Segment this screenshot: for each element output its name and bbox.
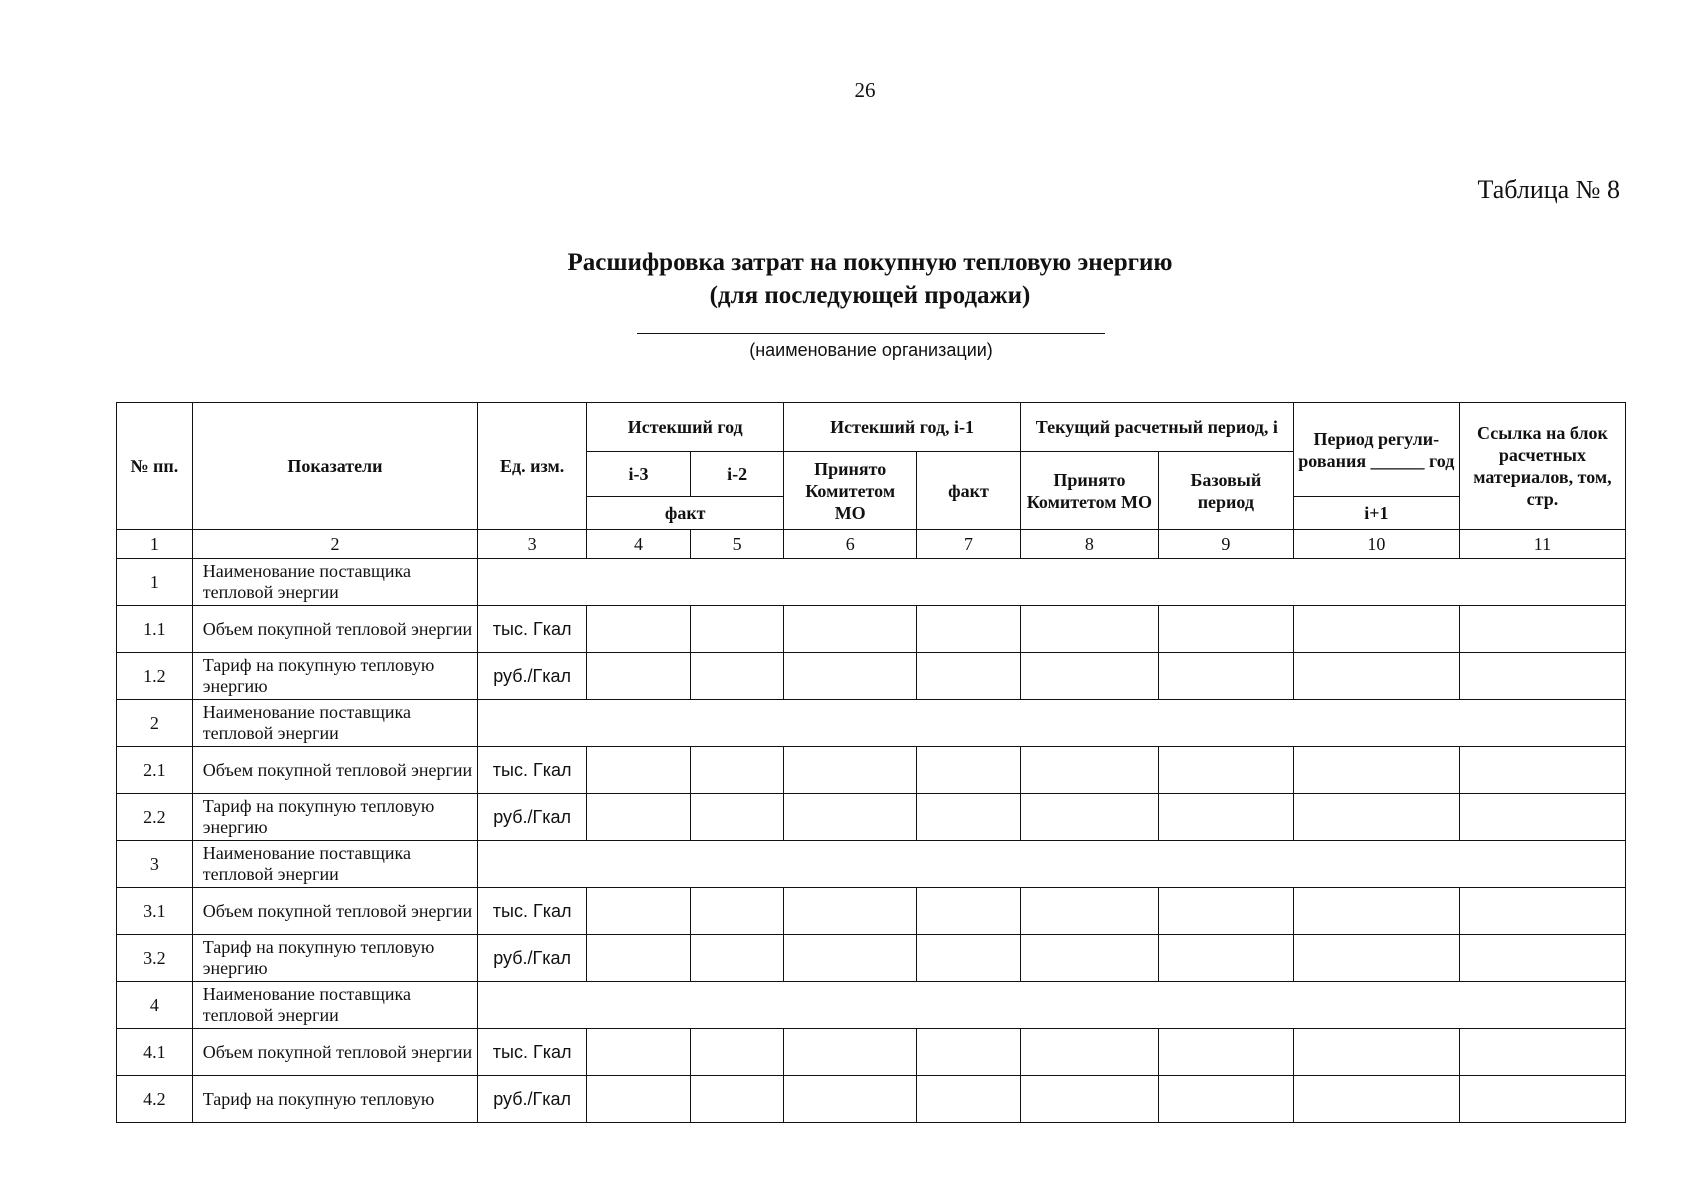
row-number: 1.1 [117, 606, 193, 653]
value-cell[interactable] [1158, 653, 1293, 700]
value-cell[interactable] [1158, 1076, 1293, 1123]
value-cell[interactable] [784, 794, 917, 841]
row-unit: руб./Гкал [478, 653, 587, 700]
table-row [117, 841, 1626, 888]
column-number: 10 [1293, 530, 1459, 559]
table-row [117, 935, 1626, 982]
value-cell[interactable] [690, 653, 783, 700]
value-cell[interactable] [1020, 794, 1158, 841]
row-number: 2 [117, 700, 193, 747]
header-unit: Ед. изм. [478, 403, 587, 530]
value-cell[interactable] [917, 794, 1021, 841]
value-cell[interactable] [1158, 1029, 1293, 1076]
title-line-1: Расшифровка затрат на покупную тепловую энергию [567, 249, 1173, 276]
supplier-name-cell[interactable] [478, 700, 1626, 747]
value-cell[interactable] [784, 747, 917, 794]
value-cell[interactable] [917, 653, 1021, 700]
value-cell[interactable] [1459, 935, 1625, 982]
column-number: 2 [192, 530, 477, 559]
table-row [117, 747, 1626, 794]
value-cell[interactable] [690, 747, 783, 794]
row-indicator: Наименование поставщика тепловой энергии [192, 982, 477, 1029]
organization-caption: (наименование организации) [749, 340, 993, 360]
value-cell[interactable] [1020, 888, 1158, 935]
value-cell[interactable] [917, 888, 1021, 935]
row-indicator: Тариф на покупную тепловую энергию [192, 653, 477, 700]
row-number: 4.2 [117, 1076, 193, 1123]
value-cell[interactable] [587, 1076, 691, 1123]
row-number: 2.1 [117, 747, 193, 794]
row-unit: руб./Гкал [478, 794, 587, 841]
row-number: 2.2 [117, 794, 193, 841]
table-row [117, 1029, 1626, 1076]
header-reference: Ссылка на блок расчетных материалов, том, стр. [1459, 403, 1625, 530]
table-row [117, 888, 1626, 935]
value-cell[interactable] [1020, 1076, 1158, 1123]
row-indicator: Тариф на покупную тепловую [192, 1076, 477, 1123]
value-cell[interactable] [1459, 747, 1625, 794]
table-number: Таблица № 8 [1477, 175, 1620, 204]
supplier-name-cell[interactable] [478, 982, 1626, 1029]
header-past-year: Истекший год [587, 403, 784, 452]
value-cell[interactable] [1293, 888, 1459, 935]
column-number: 7 [917, 530, 1021, 559]
column-number: 6 [784, 530, 917, 559]
column-number-row [117, 530, 1626, 559]
value-cell[interactable] [1459, 794, 1625, 841]
header-fact: факт [917, 452, 1021, 530]
value-cell[interactable] [1020, 653, 1158, 700]
value-cell[interactable] [784, 888, 917, 935]
value-cell[interactable] [690, 935, 783, 982]
header-accepted-committee: Принято Комитетом МО [784, 452, 917, 530]
value-cell[interactable] [1158, 935, 1293, 982]
row-unit: руб./Гкал [478, 1076, 587, 1123]
header-i-plus-1: i+1 [1293, 497, 1459, 530]
header-i2: i-2 [690, 452, 783, 497]
value-cell[interactable] [784, 1029, 917, 1076]
header-current-period: Текущий расчетный период, i [1020, 403, 1293, 452]
value-cell[interactable] [917, 935, 1021, 982]
value-cell[interactable] [1459, 1029, 1625, 1076]
value-cell[interactable] [587, 1029, 691, 1076]
header-accepted-committee-current: Принято Комитетом МО [1020, 452, 1158, 530]
table-row [117, 982, 1626, 1029]
value-cell[interactable] [1293, 794, 1459, 841]
column-number: 9 [1158, 530, 1293, 559]
header-fact-bottom: факт [587, 497, 784, 530]
value-cell[interactable] [1293, 1029, 1459, 1076]
table-row [117, 1076, 1626, 1123]
row-indicator: Объем покупной тепловой энергии [192, 1029, 477, 1076]
organization-name-line [637, 333, 1105, 334]
value-cell[interactable] [1459, 653, 1625, 700]
header-past-year-i1: Истекший год, i-1 [784, 403, 1021, 452]
row-indicator: Объем покупной тепловой энергии [192, 747, 477, 794]
table-row [117, 700, 1626, 747]
row-unit: руб./Гкал [478, 935, 587, 982]
row-indicator: Наименование поставщика тепловой энергии [192, 841, 477, 888]
table-row [117, 606, 1626, 653]
value-cell[interactable] [917, 747, 1021, 794]
value-cell[interactable] [690, 1076, 783, 1123]
row-indicator: Объем покупной тепловой энергии [192, 888, 477, 935]
value-cell[interactable] [587, 935, 691, 982]
value-cell[interactable] [1293, 935, 1459, 982]
row-number: 4.1 [117, 1029, 193, 1076]
value-cell[interactable] [1158, 747, 1293, 794]
value-cell[interactable] [587, 653, 691, 700]
value-cell[interactable] [690, 1029, 783, 1076]
value-cell[interactable] [1293, 747, 1459, 794]
header-regulation-period: Период регули-рования ______ год [1293, 403, 1459, 497]
table-row [117, 653, 1626, 700]
value-cell[interactable] [587, 747, 691, 794]
column-number: 5 [690, 530, 783, 559]
row-number: 1.2 [117, 653, 193, 700]
value-cell[interactable] [1293, 1076, 1459, 1123]
value-cell[interactable] [1459, 1076, 1625, 1123]
row-number: 1 [117, 559, 193, 606]
table-row [117, 559, 1626, 606]
row-number: 4 [117, 982, 193, 1029]
header-indicators: Показатели [192, 403, 477, 530]
table-row [117, 794, 1626, 841]
document-title [0, 246, 1696, 312]
row-unit: тыс. Гкал [478, 747, 587, 794]
value-cell[interactable] [917, 1029, 1021, 1076]
value-cell[interactable] [1020, 935, 1158, 982]
column-number: 8 [1020, 530, 1158, 559]
supplier-name-cell[interactable] [478, 841, 1626, 888]
value-cell[interactable] [1158, 888, 1293, 935]
header-i3: i-3 [587, 452, 691, 497]
row-indicator: Объем покупной тепловой энергии [192, 606, 477, 653]
value-cell[interactable] [690, 888, 783, 935]
value-cell[interactable] [690, 794, 783, 841]
value-cell[interactable] [1293, 606, 1459, 653]
column-number: 4 [587, 530, 691, 559]
row-number: 3.2 [117, 935, 193, 982]
value-cell[interactable] [917, 606, 1021, 653]
value-cell[interactable] [1020, 1029, 1158, 1076]
value-cell[interactable] [587, 606, 691, 653]
header-num: № пп. [117, 403, 193, 530]
supplier-name-cell[interactable] [478, 559, 1626, 606]
value-cell[interactable] [587, 888, 691, 935]
row-number: 3 [117, 841, 193, 888]
value-cell[interactable] [1459, 888, 1625, 935]
value-cell[interactable] [587, 794, 691, 841]
value-cell[interactable] [1293, 653, 1459, 700]
value-cell[interactable] [690, 606, 783, 653]
row-indicator: Наименование поставщика тепловой энергии [192, 559, 477, 606]
title-line-2: (для последующей продажи) [709, 282, 1031, 309]
value-cell[interactable] [1158, 794, 1293, 841]
value-cell[interactable] [1020, 606, 1158, 653]
header-base-period: Базовый период [1158, 452, 1293, 530]
row-unit: тыс. Гкал [478, 888, 587, 935]
page-number: 26 [854, 78, 876, 102]
row-unit: тыс. Гкал [478, 1029, 587, 1076]
value-cell[interactable] [784, 606, 917, 653]
value-cell[interactable] [784, 653, 917, 700]
row-indicator: Тариф на покупную тепловую энергию [192, 935, 477, 982]
value-cell[interactable] [1158, 606, 1293, 653]
column-number: 3 [478, 530, 587, 559]
cost-table [116, 402, 1626, 1123]
row-indicator: Наименование поставщика тепловой энергии [192, 700, 477, 747]
row-unit: тыс. Гкал [478, 606, 587, 653]
value-cell[interactable] [917, 1076, 1021, 1123]
row-number: 3.1 [117, 888, 193, 935]
column-number: 1 [117, 530, 193, 559]
column-number: 11 [1459, 530, 1625, 559]
value-cell[interactable] [784, 1076, 917, 1123]
row-indicator: Тариф на покупную тепловую энергию [192, 794, 477, 841]
value-cell[interactable] [1020, 747, 1158, 794]
value-cell[interactable] [1459, 606, 1625, 653]
value-cell[interactable] [784, 935, 917, 982]
